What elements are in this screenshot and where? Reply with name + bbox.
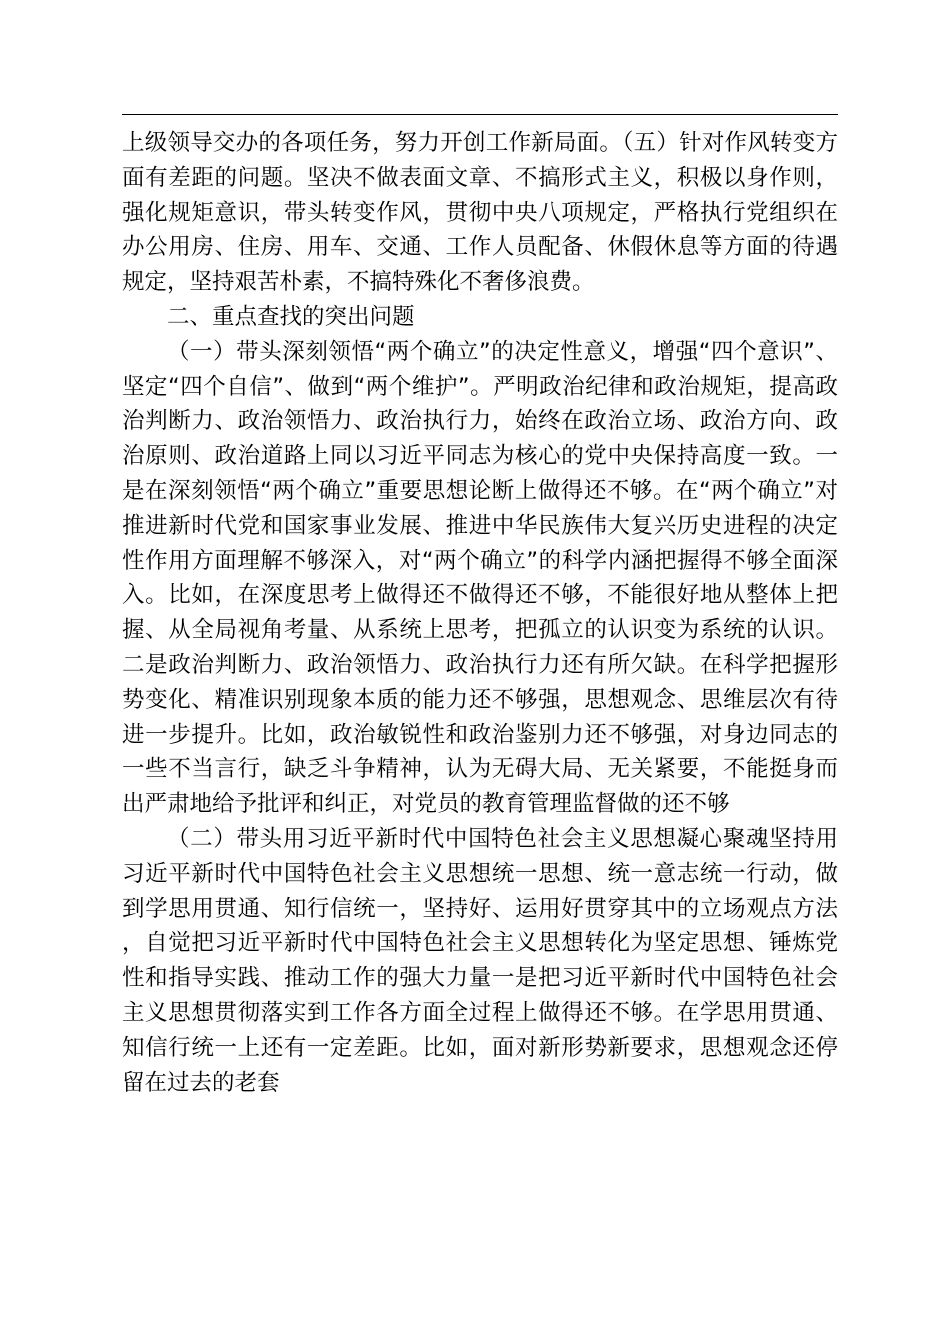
section-heading: 二、重点查找的突出问题 [167, 303, 415, 330]
header-rule [122, 114, 838, 115]
paragraph-item-2: （二）带头用习近平新时代中国特色社会主义思想凝心聚魂坚持用习近平新时代中国特色社会主义思想统一思想、统一意志统一行动，做到学思用贯通、知行信统一，坚持好、运用好贯穿其中的立场观点方法，自觉把习近平新时代中国特色社会主义思想转化为坚定思想、锤炼党性和指导实践、推动工作的强大力量一是把习近平新时代中国特色社会主义思想贯彻落实到工作各方面全过程上做得还不够。在学思用贯通、知信行统一上还有一定差距。比如，面对新形势新要求，思想观念还停留在过去的老套 [122, 825, 838, 1096]
document-body [122, 126, 838, 1100]
paragraph-continuation: 上级领导交办的各项任务，努力开创工作新局面。（五）针对作风转变方面有差距的问题。坚决不做表面文章、不搞形式主义，积极以身作则，强化规矩意识，带头转变作风，贯彻中央八项规定，严格执行党组织在办公用房、住房、用车、交通、工作人员配备、休假休息等方面的待遇规定，坚持艰苦朴素，不搞特殊化不奢侈浪费。 [122, 130, 838, 296]
paragraph-item-1: （一）带头深刻领悟“两个确立”的决定性意义，增强“四个意识”、坚定“四个自信”、做到“两个维护”。严明政治纪律和政治规矩，提高政治判断力、政治领悟力、政治执行力，始终在政治立场、政治方向、政治原则、政治道路上同以习近平同志为核心的党中央保持高度一致。一是在深刻领悟“两个确立”重要思想论断上做得还不够。在“两个确立”对推进新时代党和国家事业发展、推进中华民族伟大复兴历史进程的决定性作用方面理解不够深入，对“两个确立”的科学内涵把握得不够全面深入。比如，在深度思考上做得还不做得还不够，不能很好地从整体上把握、从全局视角考量、从系统上思考，把孤立的认识变为系统的认识。二是政治判断力、政治领悟力、政治执行力还有所欠缺。在科学把握形势变化、精准识别现象本质的能力还不够强，思想观念、思维层次有待进一步提升。比如，政治敏锐性和政治鉴别力还不够强，对身边同志的一些不当言行，缺乏斗争精神，认为无碍大局、无关紧要，不能挺身而出严肃地给予批评和纠正，对党员的教育管理监督做的还不够 [122, 338, 838, 818]
